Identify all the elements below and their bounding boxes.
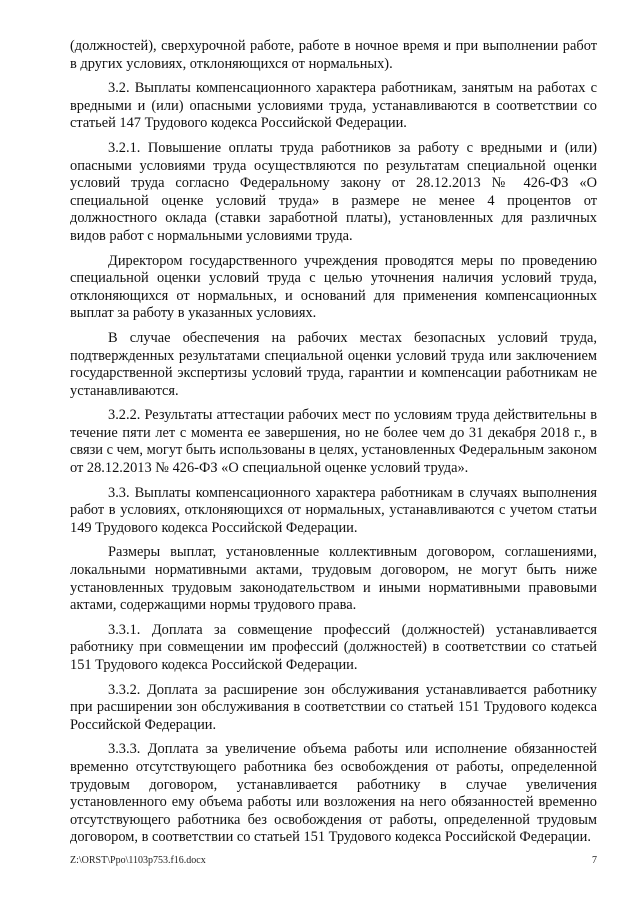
paragraph-payment-sizes: Размеры выплат, установленные коллективным договором, соглашениями, локальными нормативными актами, трудовым договором, не могут быть ниже установленных трудовым законодательством и иными нормативными правовыми актами, содержащими нормы трудового права. [70, 544, 597, 614]
paragraph-3-3-2: 3.3.2. Доплата за расширение зон обслуживания устанавливается работнику при расширении зон обслуживания в соответствии со статьей 151 Трудового кодекса Российской Федерации. [70, 681, 597, 733]
paragraph-continuation: (должностей), сверхурочной работе, работе в ночное время и при выполнении работ в других условиях, отклоняющихся от нормальных). [70, 38, 597, 72]
paragraph-3-2: 3.2. Выплаты компенсационного характера работникам, занятым на работах с вредными и (или) опасными условиями труда, устанавливаются в соответствии со статьей 147 Трудового кодекса Российской Федерации. [70, 80, 597, 132]
paragraph-3-2-1: 3.2.1. Повышение оплаты труда работников за работу с вредными и (или) опасными условиями труда осуществляются по результатам специальной оценки условий труда согласно Федеральному закону от 28.12.2013 № 426-ФЗ «О специальной оценке условий труда» в размере не менее 4 процентов от должностного оклада (ставки заработной платы), установленных для различных видов работ с нормальными условиями труда. [70, 139, 597, 244]
footer-file-path: Z:\ORST\Ppo\1103p753.f16.docx [70, 855, 206, 866]
paragraph-3-3-1: 3.3.1. Доплата за совмещение профессий (должностей) устанавливается работнику при совмещении им профессий (должностей) в соответствии со статьей 151 Трудового кодекса Российской Федерации. [70, 621, 597, 673]
paragraph-3-2-2: 3.2.2. Результаты аттестации рабочих мест по условиям труда действительны в течение пяти лет с момента ее завершения, но не более чем до 31 декабря 2018 г., в связи с чем, могут быть использованы в целях, установленных Федеральным законом от 28.12.2013 № 426-ФЗ «О специальной оценке условий труда». [70, 407, 597, 477]
paragraph-safe-conditions: В случае обеспечения на рабочих местах безопасных условий труда, подтвержденных результатами специальной оценки условий труда или заключением государственной экспертизы условий труда, гарантии и компенсации работникам не устанавливаются. [70, 329, 597, 399]
paragraph-3-3-3: 3.3.3. Доплата за увеличение объема работы или исполнение обязанностей временно отсутствующего работника без освобождения от работы, определенной трудовым договором, устанавливается работнику в случае увеличения установленного ему объема работы или возложения на него обязанностей временно отсутствующего работника без освобождения от работы, определенной трудовым договором, в соответствии со статьей 151 Трудового кодекса Российской Федерации. [70, 741, 597, 846]
page-number: 7 [592, 855, 597, 866]
paragraph-3-3: 3.3. Выплаты компенсационного характера работникам в случаях выполнения работ в условиях, отклоняющихся от нормальных, устанавливаются с учетом статьи 149 Трудового кодекса Российской Федерации. [70, 484, 597, 536]
document-page [70, 38, 597, 847]
paragraph-director-measures: Директором государственного учреждения проводятся меры по проведению специальной оценки условий труда с целью уточнения наличия условий труда, отклоняющихся от нормальных, и оснований для применения компенсационных выплат за работу в указанных условиях. [70, 252, 597, 322]
